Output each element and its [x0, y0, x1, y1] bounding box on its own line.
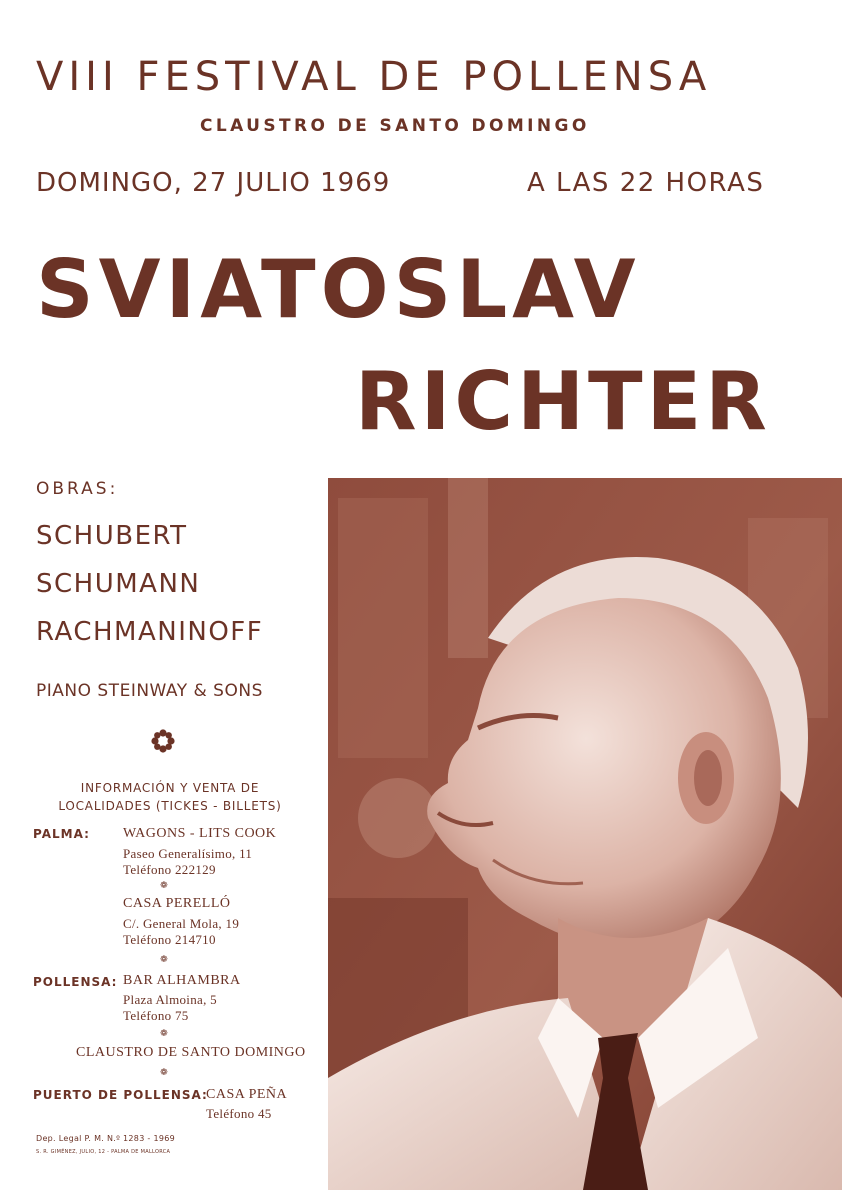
- flower-ornament-icon: [150, 728, 176, 754]
- separator-dot: ❁: [160, 1029, 168, 1039]
- printer-credit: S. R. GIMÉNEZ, JULIO, 12 - PALMA DE MALLORCA: [36, 1149, 171, 1155]
- city-pollensa-label: POLLENSA:: [33, 975, 118, 989]
- performer-first-name: SVIATOSLAV: [36, 243, 641, 336]
- performer-last-name: RICHTER: [355, 355, 771, 448]
- composer-item: SCHUMANN: [36, 569, 201, 599]
- separator-dot: ❁: [160, 881, 168, 891]
- separator-dot: ❁: [160, 955, 168, 965]
- venue-wagons-lits: WAGONS - LITS COOK: [123, 826, 277, 841]
- venue-subtitle: CLAUSTRO DE SANTO DOMINGO: [200, 116, 590, 136]
- city-puerto-label: PUERTO DE POLLENSA:: [33, 1088, 208, 1102]
- venue-phone: Teléfono 45: [206, 1106, 272, 1121]
- venue-address: Plaza Almoina, 5: [123, 992, 217, 1007]
- venue-claustro: CLAUSTRO DE SANTO DOMINGO: [76, 1045, 306, 1060]
- festival-title: VIII FESTIVAL DE POLLENSA: [36, 54, 712, 100]
- city-palma-label: PALMA:: [33, 827, 90, 841]
- venue-bar-alhambra: BAR ALHAMBRA: [123, 973, 241, 988]
- composer-item: SCHUBERT: [36, 521, 188, 551]
- venue-casa-pena: CASA PEÑA: [206, 1087, 288, 1102]
- ticket-info-heading: [30, 779, 310, 815]
- venue-phone: Teléfono 214710: [123, 932, 216, 947]
- separator-dot: ❁: [160, 1068, 168, 1078]
- composer-list: [36, 518, 263, 662]
- venue-phone: Teléfono 75: [123, 1008, 189, 1023]
- concert-time: A LAS 22 HORAS: [527, 168, 765, 198]
- program-label: OBRAS:: [36, 479, 119, 499]
- venue-address: Paseo Generalísimo, 11: [123, 846, 253, 861]
- composer-item: RACHMANINOFF: [36, 617, 264, 647]
- venue-phone: Teléfono 222129: [123, 862, 216, 877]
- piano-credit: PIANO STEINWAY & SONS: [36, 681, 263, 701]
- venue-address: C/. General Mola, 19: [123, 916, 240, 931]
- concert-date: DOMINGO, 27 JULIO 1969: [36, 168, 391, 198]
- ticket-info-line1: INFORMACIÓN Y VENTA DE: [80, 781, 260, 795]
- legal-deposit: Dep. Legal P. M. N.º 1283 - 1969: [36, 1134, 176, 1143]
- performer-portrait-photo: [328, 478, 842, 1190]
- venue-casa-perello: CASA PERELLÓ: [123, 896, 231, 911]
- ticket-info-line2: LOCALIDADES (TICKES - BILLETS): [58, 799, 282, 813]
